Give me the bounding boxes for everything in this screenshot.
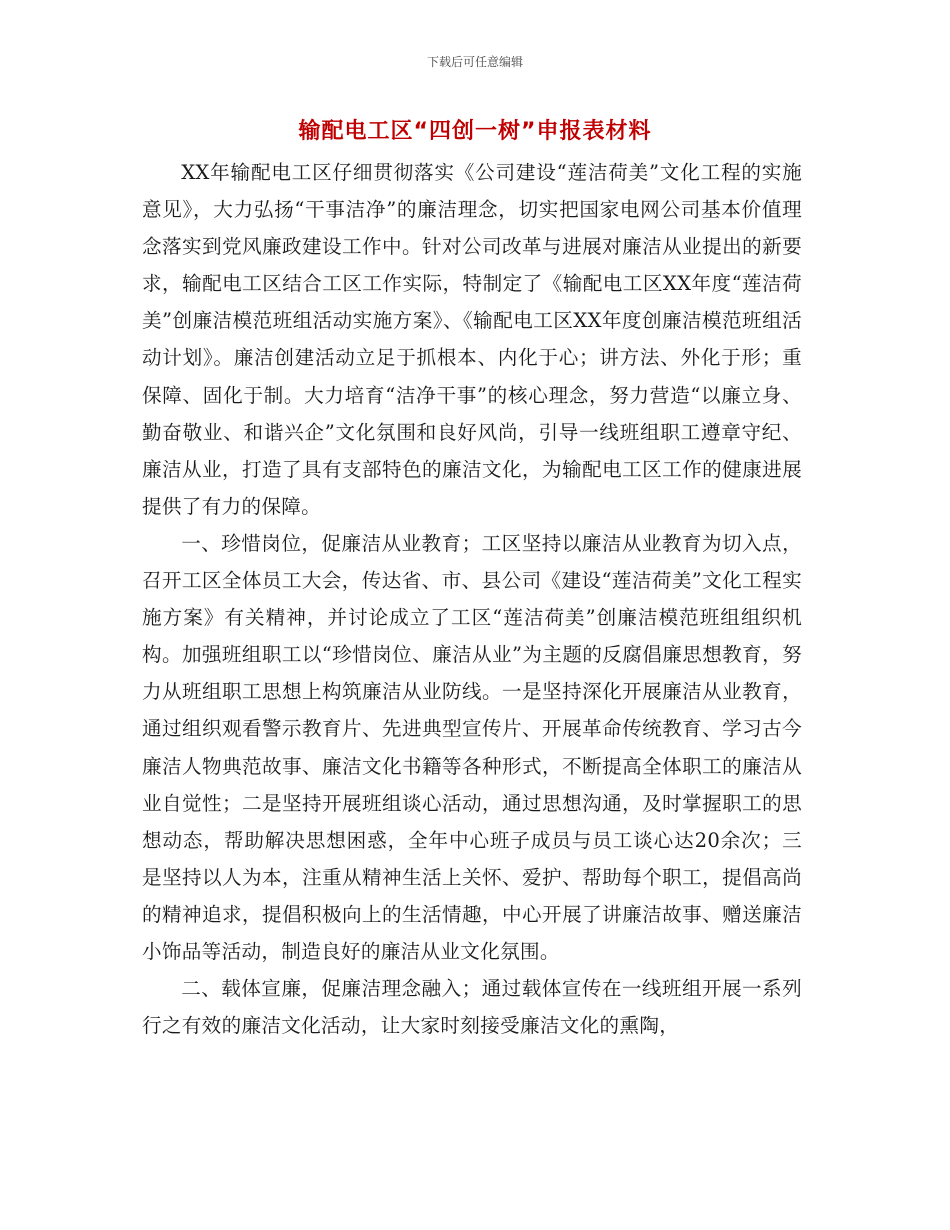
paragraph-section-1: 一、珍惜岗位，促廉洁从业教育；工区坚持以廉洁从业教育为切入点，召开工区全体员工大会，传达省、市、县公司《建设“莲洁荷美”文化工程实施方案》有关精神，并讨论成立了工区“莲洁荷美”创廉洁模范班组组织机构。加强班组职工以“珍惜岗位、廉洁从业”为主题的反腐倡廉思想教育，努力从班组职工思想上构筑廉洁从业防线。一是坚持深化开展廉洁从业教育，通过组织观看警示教育片、先进典型宣传片、开展革命传统教育、学习古今廉洁人物典范故事、廉洁文化书籍等各种形式，不断提高全体职工的廉洁从业自觉性；二是坚持开展班组谈心活动，通过思想沟通，及时掌握职工的思想动态，帮助解决思想困惑，全年中心班子成员与员工谈心达20余次；三是坚持以人为本，注重从精神生活上关怀、爱护、帮助每个职工，提倡高尚的精神追求，提倡积极向上的生活情趣，中心开展了讲廉洁故事、赠送廉洁小饰品等活动，制造良好的廉洁从业文化氛围。 [142, 531, 802, 963]
document-title: 输配电工区“四创一树”申报表材料 [298, 119, 652, 144]
paragraph-section-2: 二、载体宣廉，促廉洁理念融入；通过载体宣传在一线班组开展一系列行之有效的廉洁文化活动，让大家时刻接受廉洁文化的熏陶， [142, 977, 802, 1038]
header-note: 下载后可任意编辑 [426, 55, 523, 69]
document-body [142, 154, 802, 1044]
paragraph-intro: XX年输配电工区仔细贯彻落实《公司建设“莲洁荷美”文化工程的实施意见》，大力弘扬“干事洁净”的廉洁理念，切实把国家电网公司基本价值理念落实到党风廉政建设工作中。针对公司改革与进展对廉洁从业提出的新要求，输配电工区结合工区工作实际，特制定了《输配电工区XX年度“莲洁荷美”创廉洁模范班组活动实施方案》、《输配电工区XX年度创廉洁模范班组活动计划》。廉洁创建活动立足于抓根本、内化于心；讲方法、外化于形；重保障、固化于制。大力培育“洁净干事”的核心理念，努力营造“以廉立身、勤奋敬业、和谐兴企”文化氛围和良好风尚，引导一线班组职工遵章守纪、廉洁从业，打造了具有支部特色的廉洁文化，为输配电工区工作的健康进展提供了有力的保障。 [142, 161, 802, 518]
